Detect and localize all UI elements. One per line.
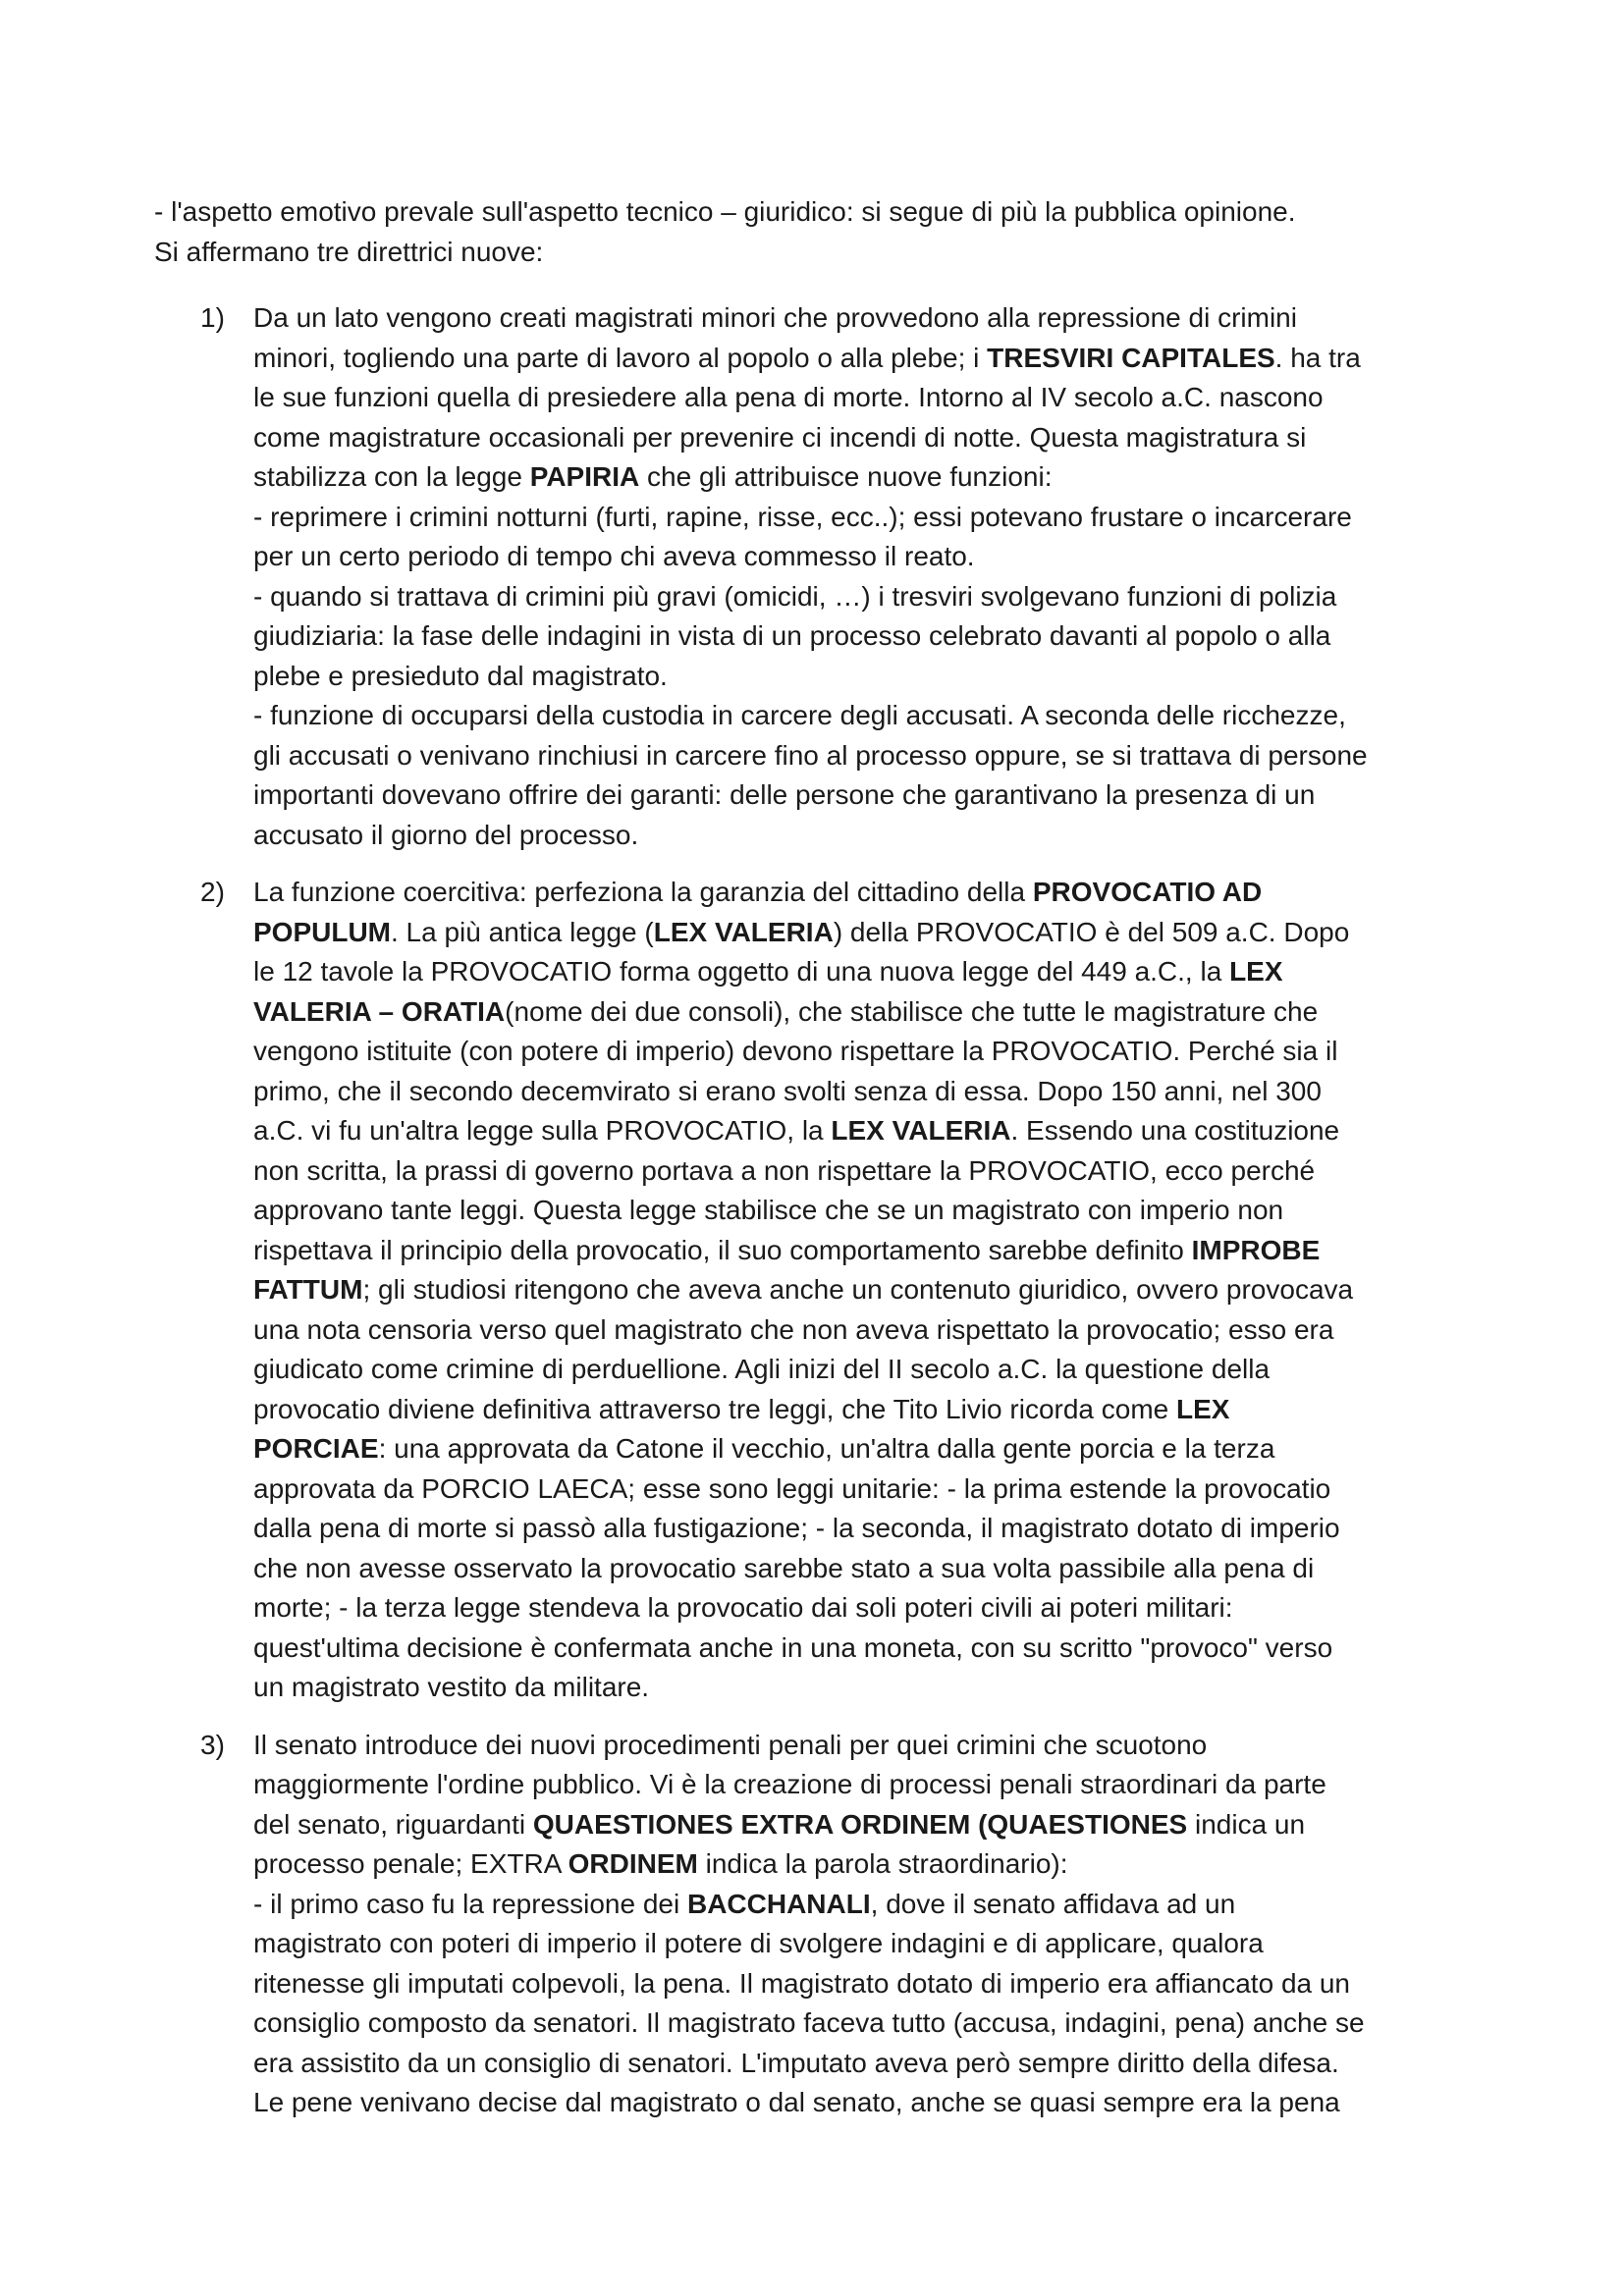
bold-term: BACCHANALI (686, 1888, 871, 1919)
paragraph-line: processo penale; EXTRA ORDINEM indica la parola straordinario): (253, 1848, 1068, 1879)
paragraph-line: accusato il giorno del processo. (253, 819, 639, 850)
bold-term: LEX VALERIA (831, 1115, 1011, 1146)
bold-term: LEX (1229, 956, 1283, 987)
paragraph-line: non scritta, la prassi di governo portava a non rispettare la PROVOCATIO, ecco perché (253, 1154, 1316, 1186)
paragraph-line: plebe e presieduto dal magistrato. (253, 660, 668, 691)
paragraph-line: - quando si trattava di crimini più gravi (omicidi, …) i tresviri svolgevano funzioni di polizia (253, 580, 1337, 612)
intro-line: - l'aspetto emotivo prevale sull'aspetto tecnico – giuridico: si segue di più la pubblica opinione. (154, 196, 1296, 227)
paragraph-line: vengono istituite (con potere di imperio) devono rispettare la PROVOCATIO. Perché sia il (253, 1036, 1338, 1066)
paragraph-line: a.C. vi fu un'altra legge sulla PROVOCATIO, la LEX VALERIA. Essendo una costituzione (253, 1115, 1340, 1146)
list-item-number: 2) (200, 877, 225, 907)
bold-term: LEX (1176, 1393, 1230, 1424)
bold-term: PORCIAE (253, 1433, 379, 1464)
bold-term: POPULUM (253, 916, 391, 947)
paragraph-line: La funzione coercitiva: perfeziona la garanzia del cittadino della PROVOCATIO AD (253, 877, 1263, 907)
paragraph-line: - funzione di occuparsi della custodia in carcere degli accusati. A seconda delle ricchezze, (253, 700, 1346, 730)
paragraph-line: le sue funzioni quella di presiedere alla pena di morte. Intorno al IV secolo a.C. nascono (253, 382, 1324, 412)
paragraph-line: dalla pena di morte si passò alla fustigazione; - la seconda, il magistrato dotato di imperio (253, 1513, 1340, 1543)
bold-term: TRESVIRI CAPITALES (987, 342, 1275, 373)
paragraph-line: morte; - la terza legge stendeva la provocatio dai soli poteri civili ai poteri militari: (253, 1592, 1233, 1623)
list-item-number: 3) (200, 1729, 225, 1760)
bold-term: PROVOCATIO AD (1032, 877, 1263, 907)
paragraph-line: gli accusati o venivano rinchiusi in carcere fino al processo oppure, se si trattava di persone (253, 739, 1368, 771)
bold-term: VALERIA – ORATIA (253, 995, 506, 1027)
paragraph-line: era assistito da un consiglio di senatori. L'imputato aveva però sempre diritto della difesa. (253, 2047, 1339, 2078)
list-item (154, 298, 1489, 855)
bold-term: LEX VALERIA (653, 916, 834, 947)
paragraph-line: maggiormente l'ordine pubblico. Vi è la creazione di processi penali straordinari da parte (253, 1769, 1326, 1799)
paragraph-line: una nota censoria verso quel magistrato che non aveva rispettato la provocatio; esso era (253, 1313, 1334, 1345)
paragraph-line: un magistrato vestito da militare. (253, 1672, 650, 1702)
paragraph-line: che non avesse osservato la provocatio sarebbe stato a sua volta passibile alla pena di (253, 1552, 1315, 1583)
list-item (154, 1726, 1489, 2123)
paragraph-line: rispettava il principio della provocatio, il suo comportamento sarebbe definito IMPROBE (253, 1234, 1321, 1265)
paragraph-line: Il senato introduce dei nuovi procedimenti penali per quei crimini che scuotono (253, 1729, 1208, 1760)
paragraph-line: FATTUM; gli studiosi ritengono che aveva anche un contenuto giuridico, ovvero provocava (253, 1274, 1354, 1305)
numbered-list (154, 298, 1489, 2141)
intro-line: Si affermano tre direttrici nuove: (154, 236, 544, 267)
paragraph-line: approvata da PORCIO LAECA; esse sono leggi unitarie: - la prima estende la provocatio (253, 1472, 1331, 1504)
paragraph-line: consiglio composto da senatori. Il magistrato faceva tutto (accusa, indagini, pena) anche se (253, 2007, 1365, 2038)
bold-term: PAPIRIA (529, 461, 640, 492)
list-item (154, 873, 1489, 1708)
paragraph-line: del senato, riguardanti QUAESTIONES EXTRA ORDINEM (QUAESTIONES indica un (253, 1808, 1306, 1840)
paragraph-line: VALERIA – ORATIA(nome dei due consoli), che stabilisce che tutte le magistrature che (253, 995, 1319, 1027)
paragraph-line: quest'ultima decisione è confermata anche in una moneta, con su scritto "provoco" verso (253, 1631, 1333, 1663)
paragraph-line: magistrato con poteri di imperio il potere di svolgere indagini e di applicare, qualora (253, 1928, 1264, 1958)
paragraph-line: Da un lato vengono creati magistrati minori che provvedono alla repressione di crimini (253, 302, 1297, 333)
paragraph-line: - reprimere i crimini notturni (furti, rapine, risse, ecc..); essi potevano frustare o incarcerare (253, 501, 1352, 532)
paragraph-line: provocatio diviene definitiva attraverso tre leggi, che Tito Livio ricorda come LEX (253, 1393, 1230, 1424)
paragraph-line: Le pene venivano decise dal magistrato o dal senato, anche se quasi sempre era la pena (253, 2087, 1340, 2117)
paragraph-line: stabilizza con la legge PAPIRIA che gli attribuisce nuove funzioni: (253, 461, 1053, 492)
paragraph-line: le 12 tavole la PROVOCATIO forma oggetto di una nuova legge del 449 a.C., la LEX (253, 956, 1283, 987)
paragraph-line: minori, togliendo una parte di lavoro al popolo o alla plebe; i TRESVIRI CAPITALES. ha tra (253, 342, 1361, 373)
intro (154, 192, 1529, 272)
paragraph-line: POPULUM. La più antica legge (LEX VALERIA) della PROVOCATIO è del 509 a.C. Dopo (253, 916, 1350, 947)
paragraph-line: - il primo caso fu la repressione dei BACCHANALI, dove il senato affidava ad un (253, 1888, 1236, 1919)
paragraph-line: come magistrature occasionali per prevenire ci incendi di notte. Questa magistratura si (253, 421, 1307, 453)
bold-term: ORDINEM (568, 1848, 698, 1879)
paragraph-line: approvano tante leggi. Questa legge stabilisce che se un magistrato con imperio non (253, 1195, 1284, 1225)
paragraph-line: importanti dovevano offrire dei garanti: delle persone che garantivano la presenza di un (253, 779, 1316, 810)
bold-term: QUAESTIONES EXTRA ORDINEM (QUAESTIONES (532, 1808, 1188, 1840)
paragraph-line: primo, che il secondo decemvirato si erano svolti senza di essa. Dopo 150 anni, nel 300 (253, 1075, 1322, 1106)
bold-term: IMPROBE (1191, 1234, 1321, 1265)
paragraph-line: ritenesse gli imputati colpevoli, la pena. Il magistrato dotato di imperio era affiancato da un (253, 1967, 1351, 1999)
list-item-number: 1) (200, 302, 225, 333)
paragraph-line: giudiziaria: la fase delle indagini in vista di un processo celebrato davanti al popolo o alla (253, 620, 1331, 651)
paragraph-line: PORCIAE: una approvata da Catone il vecchio, un'altra dalla gente porcia e la terza (253, 1433, 1275, 1464)
paragraph-line: per un certo periodo di tempo chi aveva commesso il reato. (253, 541, 975, 571)
bold-term: FATTUM (253, 1274, 363, 1305)
paragraph-line: giudicato come crimine di perduellione. Agli inizi del II secolo a.C. la questione della (253, 1354, 1271, 1384)
